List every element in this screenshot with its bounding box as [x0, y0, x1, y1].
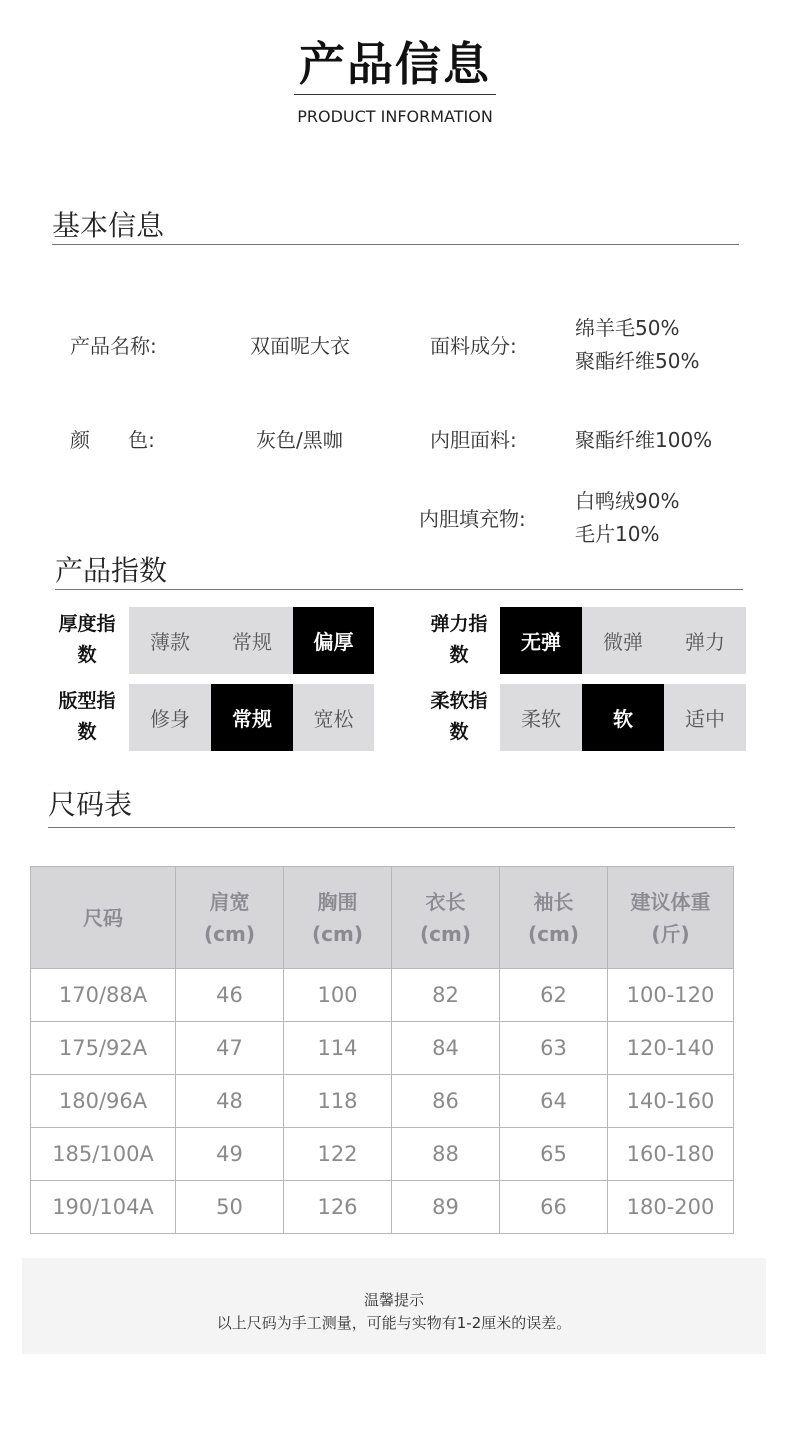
page-title: 产品信息	[299, 37, 491, 91]
basic-info-divider	[52, 244, 739, 245]
table-row	[31, 1128, 734, 1181]
thickness-options	[129, 607, 374, 674]
header-length: 衣长 (cm)	[392, 867, 500, 969]
fit-option: 修身	[129, 684, 211, 751]
cell-length: 88	[392, 1128, 500, 1181]
cell-sleeve: 66	[500, 1181, 608, 1234]
cell-size: 185/100A	[31, 1128, 176, 1181]
filling-value	[575, 485, 679, 551]
cell-chest: 122	[284, 1128, 392, 1181]
fit-option: 宽松	[293, 684, 374, 751]
cell-size: 175/92A	[31, 1022, 176, 1075]
cell-weight: 100-120	[608, 969, 734, 1022]
cell-shoulder: 47	[176, 1022, 284, 1075]
lining-fabric-value: 聚酯纤维100%	[575, 428, 713, 452]
cell-size: 180/96A	[31, 1075, 176, 1128]
cell-chest: 118	[284, 1075, 392, 1128]
thickness-option: 常规	[211, 607, 293, 674]
cell-chest: 114	[284, 1022, 392, 1075]
title-underline	[294, 94, 496, 95]
header-size: 尺码	[31, 867, 176, 969]
product-index-divider	[55, 589, 743, 590]
cell-size: 190/104A	[31, 1181, 176, 1234]
table-row	[31, 1075, 734, 1128]
basic-info-heading: 基本信息	[52, 209, 165, 242]
filling-value-line: 毛片10%	[575, 522, 660, 546]
softness-index-label: 柔软指 数	[430, 690, 488, 743]
cell-length: 89	[392, 1181, 500, 1234]
elasticity-option-selected: 无弹	[500, 607, 582, 674]
size-chart-divider	[48, 827, 735, 828]
header-weight: 建议体重 (斤)	[608, 867, 734, 969]
fabric-value-line: 绵羊毛50%	[575, 316, 680, 340]
cell-sleeve: 62	[500, 969, 608, 1022]
thickness-option-selected: 偏厚	[293, 607, 374, 674]
cell-sleeve: 64	[500, 1075, 608, 1128]
thickness-option: 薄款	[129, 607, 211, 674]
elasticity-option: 微弹	[582, 607, 664, 674]
softness-option: 柔软	[500, 684, 582, 751]
tips-box	[22, 1258, 766, 1354]
header-shoulder: 肩宽 (cm)	[176, 867, 284, 969]
product-index-heading: 产品指数	[55, 554, 168, 587]
elasticity-option: 弹力	[664, 607, 746, 674]
fit-option-selected: 常规	[211, 684, 293, 751]
cell-weight: 120-140	[608, 1022, 734, 1075]
softness-option-selected: 软	[582, 684, 664, 751]
product-name-value: 双面呢大衣	[250, 334, 350, 358]
softness-options	[500, 684, 746, 751]
table-row	[31, 1022, 734, 1075]
cell-chest: 126	[284, 1181, 392, 1234]
filling-label: 内胆填充物:	[419, 507, 526, 531]
cell-weight: 180-200	[608, 1181, 734, 1234]
cell-weight: 140-160	[608, 1075, 734, 1128]
cell-weight: 160-180	[608, 1128, 734, 1181]
table-row	[31, 969, 734, 1022]
cell-chest: 100	[284, 969, 392, 1022]
fabric-value	[575, 312, 699, 378]
cell-shoulder: 46	[176, 969, 284, 1022]
size-chart-heading: 尺码表	[48, 788, 133, 821]
fit-index-label: 版型指 数	[58, 690, 116, 743]
color-value: 灰色/黑咖	[256, 428, 343, 452]
cell-length: 82	[392, 969, 500, 1022]
cell-size: 170/88A	[31, 969, 176, 1022]
elasticity-options	[500, 607, 746, 674]
cell-shoulder: 50	[176, 1181, 284, 1234]
fabric-label: 面料成分:	[430, 334, 517, 358]
elasticity-index-label: 弹力指 数	[430, 613, 488, 666]
cell-sleeve: 63	[500, 1022, 608, 1075]
product-name-label: 产品名称:	[70, 334, 157, 358]
softness-option: 适中	[664, 684, 746, 751]
cell-length: 84	[392, 1022, 500, 1075]
page-subtitle: PRODUCT INFORMATION	[297, 107, 493, 126]
cell-sleeve: 65	[500, 1128, 608, 1181]
size-table-header-row	[31, 867, 734, 969]
thickness-index-label: 厚度指 数	[58, 613, 116, 666]
cell-shoulder: 49	[176, 1128, 284, 1181]
table-row	[31, 1181, 734, 1234]
filling-value-line: 白鸭绒90%	[575, 489, 680, 513]
cell-length: 86	[392, 1075, 500, 1128]
tips-text: 以上尺码为手工测量，可能与实物有1-2厘米的误差。	[216, 1314, 572, 1332]
fit-options	[129, 684, 374, 751]
fabric-value-line: 聚酯纤维50%	[575, 349, 700, 373]
size-table	[30, 866, 734, 1234]
header-sleeve: 袖长 (cm)	[500, 867, 608, 969]
cell-shoulder: 48	[176, 1075, 284, 1128]
color-label: 颜 色:	[70, 428, 155, 452]
lining-fabric-label: 内胆面料:	[430, 428, 517, 452]
tips-title: 温馨提示	[363, 1291, 424, 1309]
header-chest: 胸围 (cm)	[284, 867, 392, 969]
